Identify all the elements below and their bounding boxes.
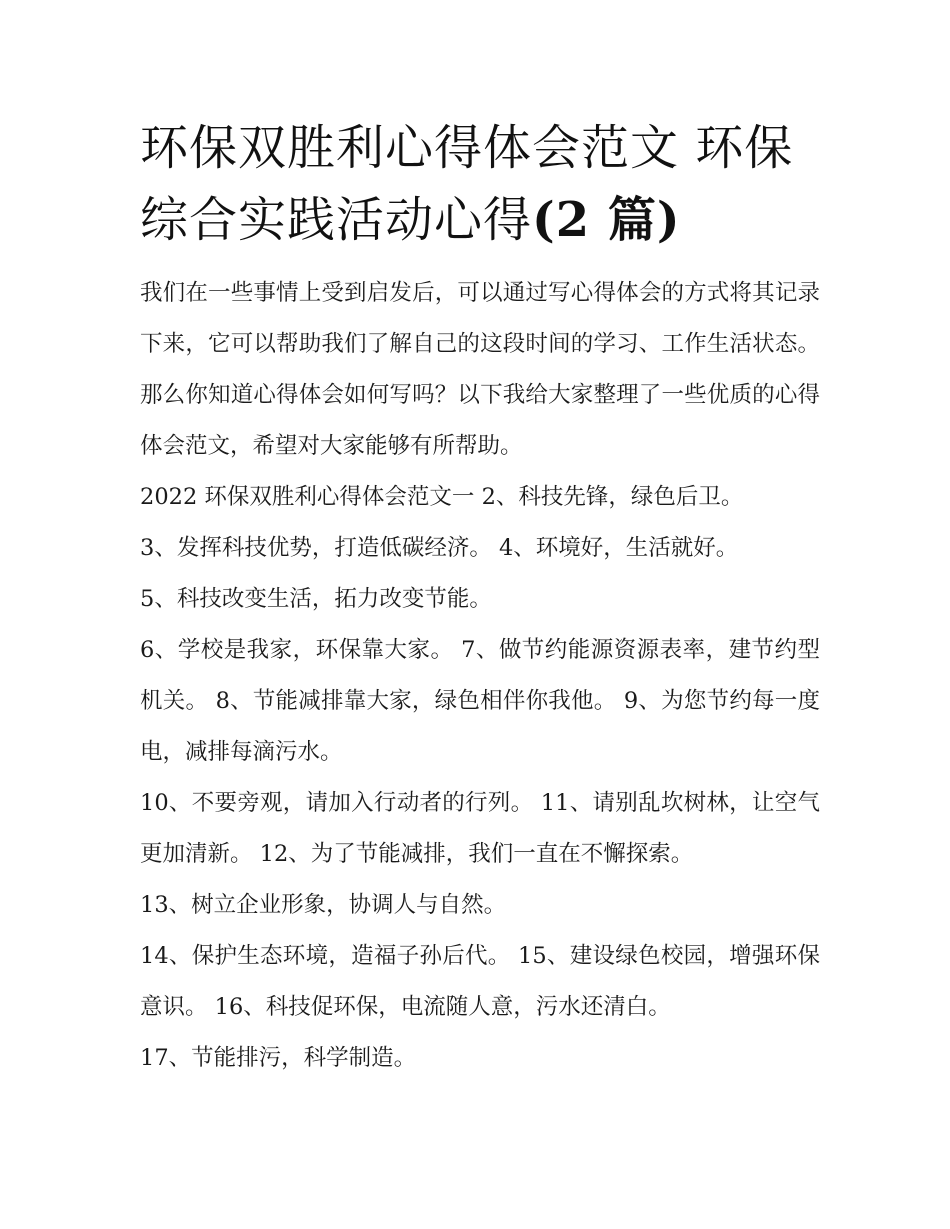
title-main-text: 环保双胜利心得体会范文 环保综合实践活动心得 [140, 120, 794, 248]
body-paragraph: 2022 环保双胜利心得体会范文一 2、科技先锋，绿色后卫。 [140, 484, 744, 510]
document-title [140, 112, 820, 256]
body-paragraph: 14、保护生态环境，造福子孙后代。 15、建设绿色校园，增强环保意识。 16、科技促环保，电流随人意，污水还清白。 [140, 943, 820, 1020]
title-suffix-text: (2 篇) [532, 192, 681, 248]
body-paragraph: 10、不要旁观，请加入行动者的行列。 11、请别乱坎树林，让空气更加清新。 12、为了节能减排，我们一直在不懈探索。 [140, 790, 820, 867]
body-paragraph: 3、发挥科技优势，打造低碳经济。 4、环境好，生活就好。 [140, 535, 739, 561]
document-body [140, 268, 820, 1084]
body-paragraph: 17、节能排污，科学制造。 [140, 1045, 417, 1071]
body-paragraph: 13、树立企业形象，协调人与自然。 [140, 892, 507, 918]
body-paragraph: 6、学校是我家，环保靠大家。 7、做节约能源资源表率，建节约型机关。 8、节能减排靠大家，绿色相伴你我他。 9、为您节约每一度电，减排每滴污水。 [140, 637, 820, 765]
intro-paragraph: 我们在一些事情上受到启发后，可以通过写心得体会的方式将其记录下来，它可以帮助我们了解自己的这段时间的学习、工作生活状态。那么你知道心得体会如何写吗？以下我给大家整理了一些优质的心得体会范文，希望对大家能够有所帮助。 [140, 280, 820, 459]
document-page [140, 112, 820, 1084]
body-paragraph: 5、科技改变生活，拓力改变节能。 [140, 586, 492, 612]
